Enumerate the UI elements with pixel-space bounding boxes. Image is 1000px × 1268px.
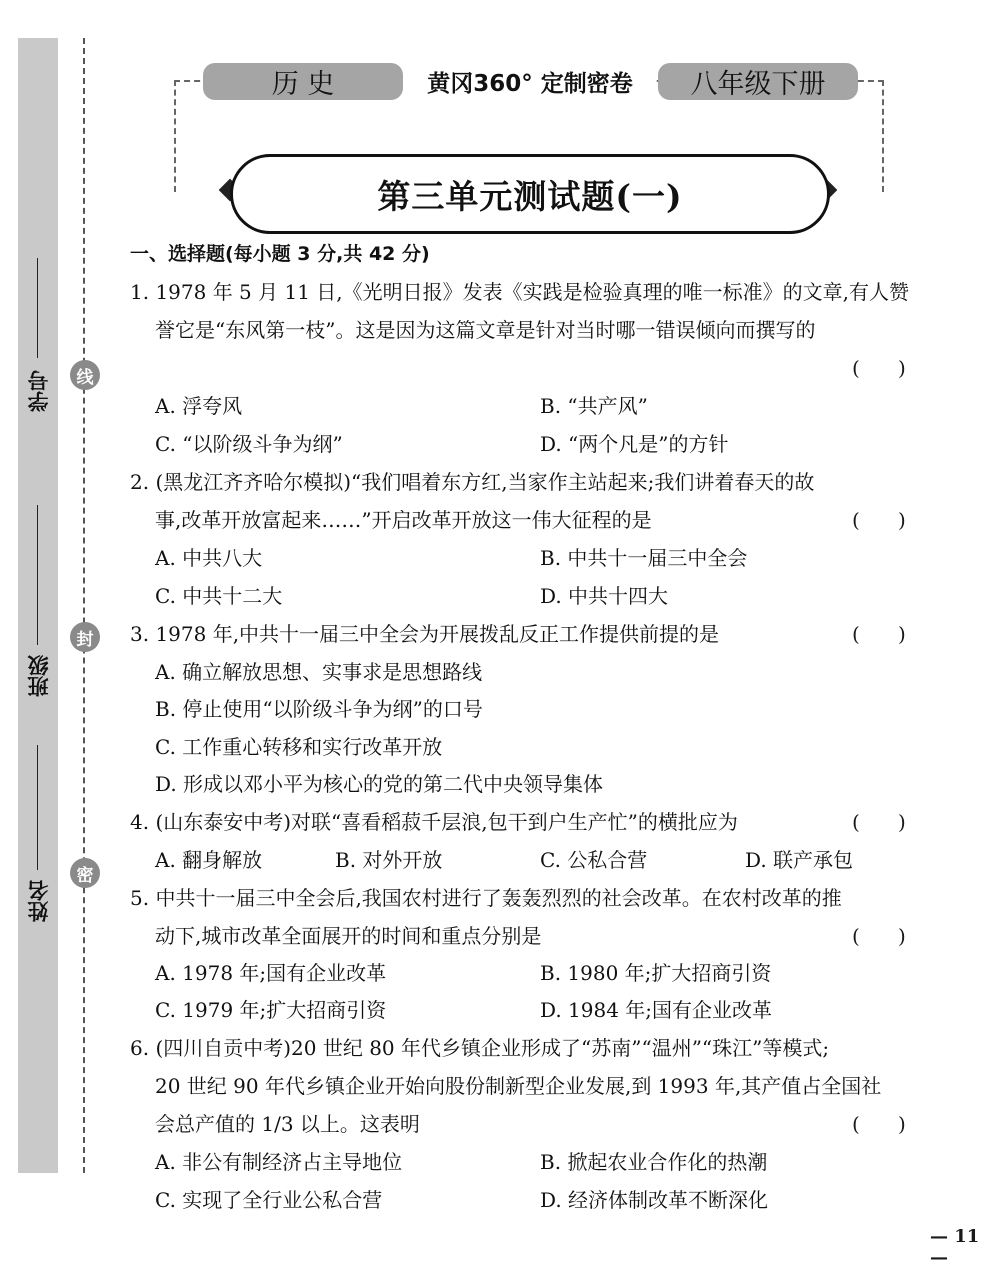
binding-strip [18,38,58,1173]
question-1-option-d: D. “两个凡是”的方针 [540,432,729,456]
question-2-stem-line-2: 事,改革开放富起来……”开启改革开放这一伟大征程的是 [155,508,652,532]
seal-seal-mark: 封 [70,622,100,652]
question-6-stem-line-3: 会总产值的 1/3 以上。这表明 [155,1112,420,1136]
question-1-stem-line-2: 誉它是“东风第一枝”。这是因为这篇文章是针对当时哪一错误倾向而撰写的 [155,318,816,342]
question-3-option-b: B. 停止使用“以阶级斗争为纲”的口号 [155,697,483,721]
question-4-stem-line-1: 4. (山东泰安中考)对联“喜看稻菽千层浪,包干到户生产忙”的横批应为 [130,810,738,834]
question-6-stem-line-1: 6. (四川自贡中考)20 世纪 80 年代乡镇企业形成了“苏南”“温州”“珠江”等模式; [130,1036,830,1060]
page-number: — 11 — [930,1226,980,1268]
question-5-stem-line-2: 动下,城市改革全面展开的时间和重点分别是 [155,924,542,948]
question-4-option-d: D. 联产承包 [745,848,854,872]
student-id-label: 学号 [27,370,51,412]
class-blank [37,505,38,645]
question-3-answer-bracket[interactable]: ( ) [852,622,906,646]
question-6-option-a: A. 非公有制经济占主导地位 [155,1150,403,1174]
question-4-option-c: C. 公私合营 [540,848,648,872]
question-5-option-c: C. 1979 年;扩大招商引资 [155,998,387,1022]
series-label: 黄冈360° 定制密卷 [405,63,655,100]
question-3-option-a: A. 确立解放思想、实事求是思想路线 [155,660,483,684]
question-6-option-b: B. 掀起农业合作化的热潮 [540,1150,768,1174]
question-4-answer-bracket[interactable]: ( ) [852,810,906,834]
name-label: 姓名 [27,880,51,922]
question-1-stem-line-1: 1. 1978 年 5 月 11 日,《光明日报》发表《实践是检验真理的唯一标准》的文章,有人赞 [130,280,910,304]
question-3-stem-line-1: 3. 1978 年,中共十一届三中全会为开展拨乱反正工作提供前提的是 [130,622,720,646]
cut-line [83,38,85,1173]
question-5-option-a: A. 1978 年;国有企业改革 [155,961,387,985]
question-3-option-d: D. 形成以邓小平为核心的党的第二代中央领导集体 [155,772,604,796]
question-5-option-b: B. 1980 年;扩大招商引资 [540,961,772,985]
question-6-answer-bracket[interactable]: ( ) [852,1112,906,1136]
page-title: 第三单元测试题(一) [230,154,830,234]
name-blank [37,745,38,870]
class-label: 班级 [27,655,51,697]
question-2-option-b: B. 中共十一届三中全会 [540,546,748,570]
question-6-option-c: C. 实现了全行业公私合营 [155,1188,383,1212]
question-5-stem-line-1: 5. 中共十一届三中全会后,我国农村进行了轰轰烈烈的社会改革。在农村改革的推 [130,886,842,910]
question-1-option-a: A. 浮夸风 [155,394,243,418]
subject-pill: 历 史 [203,63,403,100]
question-1-answer-bracket[interactable]: ( ) [852,356,906,380]
question-3-option-c: C. 工作重心转移和实行改革开放 [155,735,443,759]
question-5-answer-bracket[interactable]: ( ) [852,924,906,948]
question-6-option-d: D. 经济体制改革不断深化 [540,1188,769,1212]
question-2-answer-bracket[interactable]: ( ) [852,508,906,532]
question-4-option-a: A. 翻身解放 [155,848,263,872]
question-2-option-c: C. 中共十二大 [155,584,283,608]
question-1-option-c: C. “以阶级斗争为纲” [155,432,343,456]
question-2-stem-line-1: 2. (黑龙江齐齐哈尔模拟)“我们唱着东方红,当家作主站起来;我们讲着春天的故 [130,470,815,494]
grade-pill: 八年级下册 [658,63,858,100]
question-4-option-b: B. 对外开放 [335,848,443,872]
question-1-option-b: B. “共产风” [540,394,648,418]
student-id-blank [37,258,38,358]
question-2-option-a: A. 中共八大 [155,546,263,570]
question-5-option-d: D. 1984 年;国有企业改革 [540,998,773,1022]
question-2-option-d: D. 中共十四大 [540,584,669,608]
question-6-stem-line-2: 20 世纪 90 年代乡镇企业开始向股份制新型企业发展,到 1993 年,其产值占全国社 [155,1074,882,1098]
section-heading: 一、选择题(每小题 3 分,共 42 分) [130,243,430,265]
seal-secret-mark: 密 [70,858,100,888]
seal-line-mark: 线 [70,360,100,390]
